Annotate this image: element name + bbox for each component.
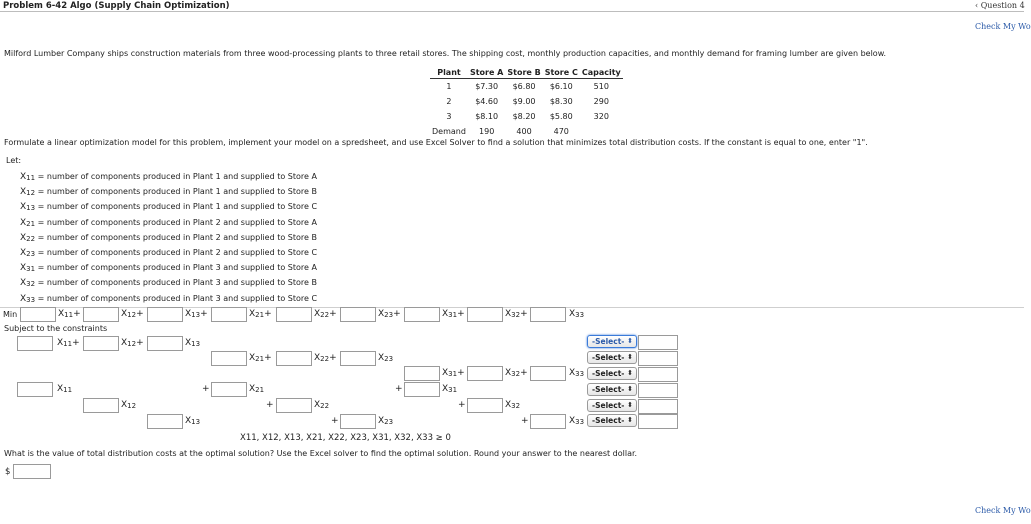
c5-plus: + — [266, 400, 274, 410]
cost-header-cell: Store A — [469, 67, 504, 77]
c6-relation-select[interactable]: -Select- ⬍ — [587, 414, 637, 427]
objective-coef-x13[interactable] — [147, 307, 183, 322]
c1-rhs-input[interactable] — [638, 335, 678, 350]
cost-table-header — [430, 66, 623, 79]
objective-coef-x12[interactable] — [83, 307, 119, 322]
table-cell: 400 — [516, 127, 532, 136]
objective-term-x13: $X_{13}+$ — [185, 309, 208, 319]
c6-term-x13: $X_{13}$ — [185, 416, 201, 426]
cost-header-cell: Store B — [507, 67, 541, 77]
table-cell: $9.00 — [512, 97, 536, 106]
c6-coef-x13[interactable] — [147, 414, 183, 429]
question-nav-link[interactable]: ‹ Question 4 — [975, 1, 1025, 10]
c4-coef-x21[interactable] — [211, 382, 247, 397]
c4-rhs-input[interactable] — [638, 383, 678, 398]
c5-term-x12: $X_{12}$ — [121, 400, 137, 410]
chevron-updown-icon: ⬍ — [627, 369, 633, 377]
c3-coef-x32[interactable] — [467, 366, 503, 381]
table-cell: $8.10 — [475, 112, 499, 121]
chevron-updown-icon: ⬍ — [627, 385, 633, 393]
table-cell: $6.80 — [512, 82, 536, 91]
c3-relation-select[interactable]: -Select- ⬍ — [587, 367, 637, 380]
table-row — [430, 79, 623, 95]
table-cell: 470 — [553, 127, 569, 136]
table-cell: 510 — [593, 82, 609, 91]
table-cell: $8.20 — [512, 112, 536, 121]
c6-coef-x33[interactable] — [530, 414, 566, 429]
objective-coef-x31[interactable] — [404, 307, 440, 322]
min-label: Min — [3, 310, 18, 319]
c5-plus: + — [458, 400, 466, 410]
c5-relation-select[interactable]: -Select- ⬍ — [587, 399, 637, 412]
definition-item: $X_{11}$ = number of components produced in Plant 1 and supplied to Store A — [20, 172, 317, 182]
c2-coef-x22[interactable] — [276, 351, 312, 366]
objective-coef-x21[interactable] — [211, 307, 247, 322]
c1-term-x12: $X_{12}+$ — [121, 338, 144, 348]
dollar-sign: $ — [5, 467, 11, 477]
c2-term-x23: $X_{23}$ — [378, 353, 394, 363]
objective-coef-x33[interactable] — [530, 307, 566, 322]
objective-term-x22: $X_{22}+$ — [314, 309, 337, 319]
subject-to-label: Subject to the constraints — [4, 324, 108, 333]
definition-item: $X_{32}$ = number of components produced in Plant 3 and supplied to Store B — [20, 278, 317, 289]
cost-header-cell: Capacity — [581, 67, 621, 77]
c2-term-x22: $X_{22}+$ — [314, 353, 337, 363]
c1-term-x11: $X_{11}+$ — [57, 338, 80, 348]
check-my-work-top-link[interactable]: Check My Wo — [975, 22, 1031, 31]
variable-definitions — [20, 169, 317, 306]
cost-table — [430, 66, 623, 139]
objective-coef-x23[interactable] — [340, 307, 376, 322]
c1-coef-x13[interactable] — [147, 336, 183, 351]
cost-header-cell: Store C — [544, 67, 578, 77]
c2-coef-x23[interactable] — [340, 351, 376, 366]
table-row — [430, 94, 623, 109]
check-my-work-bottom-link[interactable]: Check My Wo — [975, 506, 1031, 515]
table-cell: Demand — [432, 127, 466, 136]
c3-coef-x31[interactable] — [404, 366, 440, 381]
c4-plus: + — [395, 384, 403, 394]
c4-coef-x11[interactable] — [17, 382, 53, 397]
table-cell: 290 — [593, 97, 609, 106]
definition-item: $X_{13}$ = number of components produced in Plant 1 and supplied to Store C — [20, 202, 318, 213]
c4-term-x11: $X_{11}$ — [57, 384, 73, 394]
header-divider — [0, 11, 1024, 12]
table-cell: 2 — [446, 97, 452, 106]
c5-rhs-input[interactable] — [638, 399, 678, 414]
c1-coef-x11[interactable] — [17, 336, 53, 351]
c3-term-x31: $X_{31}+$ — [442, 368, 465, 378]
c6-coef-x23[interactable] — [340, 414, 376, 429]
chevron-updown-icon: ⬍ — [627, 353, 633, 361]
c4-relation-select[interactable]: -Select- ⬍ — [587, 383, 637, 396]
c3-term-x32: $X_{32}+$ — [505, 368, 528, 378]
table-cell: $6.10 — [549, 82, 573, 91]
c1-coef-x12[interactable] — [83, 336, 119, 351]
c6-plus: + — [521, 416, 529, 426]
table-cell: $4.60 — [475, 97, 499, 106]
objective-term-x23: $X_{23}+$ — [378, 309, 401, 319]
c6-rhs-input[interactable] — [638, 414, 678, 429]
c4-term-x21: $X_{21}$ — [249, 384, 265, 394]
formulate-instructions: Formulate a linear optimization model for this problem, implement your model on a spredsheet, and use Excel Solver to find a solution that minimizes total distribution costs. If the constant is equal to one, enter "1". — [4, 138, 868, 147]
definition-item: $X_{23}$ = number of components produced in Plant 2 and supplied to Store C — [20, 247, 318, 258]
objective-coef-x22[interactable] — [276, 307, 312, 322]
c2-coef-x21[interactable] — [211, 351, 247, 366]
objective-term-x32: $X_{32}+$ — [505, 309, 528, 319]
c5-coef-x22[interactable] — [276, 398, 312, 413]
c5-term-x22: $X_{22}$ — [314, 400, 330, 410]
table-cell: 190 — [479, 127, 495, 136]
c2-relation-select[interactable]: -Select- ⬍ — [587, 351, 637, 364]
cost-header-cell: Plant — [430, 66, 468, 79]
chevron-updown-icon: ⬍ — [627, 401, 633, 409]
c5-coef-x12[interactable] — [83, 398, 119, 413]
objective-term-x12: $X_{12}+$ — [121, 309, 144, 319]
definition-item: $X_{21}$ = number of components produced in Plant 2 and supplied to Store A — [20, 217, 317, 228]
c6-term-x33: $X_{33}$ — [569, 416, 585, 426]
definition-item: $X_{31}$ = number of components produced in Plant 3 and supplied to Store A — [20, 263, 317, 274]
table-cell: 320 — [593, 112, 609, 121]
objective-term-x21: $X_{21}+$ — [249, 309, 272, 319]
c1-term-x13: $X_{13}$ — [185, 338, 201, 348]
let-label: Let: — [6, 156, 22, 165]
c5-term-x32: $X_{32}$ — [505, 400, 521, 410]
c4-term-x31: $X_{31}$ — [442, 384, 458, 394]
c6-plus: + — [331, 416, 339, 426]
objective-term-x31: $X_{31}+$ — [442, 309, 465, 319]
c2-term-x21: $X_{21}+$ — [249, 353, 272, 363]
c4-coef-x31[interactable] — [404, 382, 440, 397]
objective-coef-x32[interactable] — [467, 307, 503, 322]
table-cell: 1 — [446, 82, 452, 91]
problem-intro: Milford Lumber Company ships construction materials from three wood-processing plants to three retail stores. The shipping cost, monthly production capacities, and monthly demand for framing lumber are given below. — [4, 49, 887, 58]
objective-term-x33: $X_{33}$ — [569, 309, 585, 319]
c2-rhs-input[interactable] — [638, 351, 678, 366]
table-cell: $8.30 — [549, 97, 573, 106]
c3-rhs-input[interactable] — [638, 367, 678, 382]
problem-title: Problem 6-42 Algo (Supply Chain Optimization) — [3, 1, 230, 11]
demand-row — [430, 124, 623, 139]
chevron-updown-icon: ⬍ — [627, 337, 633, 345]
c6-term-x23: $X_{23}$ — [378, 416, 394, 426]
c3-coef-x33[interactable] — [530, 366, 566, 381]
table-cell: $5.80 — [549, 112, 573, 121]
c4-plus: + — [202, 384, 210, 394]
c3-term-x33: $X_{33}$ — [569, 368, 585, 378]
chevron-updown-icon: ⬍ — [627, 416, 633, 424]
definition-item: $X_{33}$ = number of components produced in Plant 3 and supplied to Store C — [20, 293, 318, 304]
total-cost-answer-input[interactable] — [13, 464, 51, 479]
final-question: What is the value of total distribution costs at the optimal solution? Use the Excel solver to find the optimal solution. Round your answer to the nearest dollar. — [4, 449, 638, 458]
definition-item: $X_{12}$ = number of components produced in Plant 1 and supplied to Store B — [20, 187, 317, 198]
objective-coef-x11[interactable] — [20, 307, 56, 322]
definition-item: $X_{22}$ = number of components produced in Plant 2 and supplied to Store B — [20, 232, 317, 243]
table-cell — [580, 124, 623, 139]
c1-relation-select[interactable]: -Select- ⬍ — [587, 335, 637, 348]
table-cell: $7.30 — [475, 82, 499, 91]
nonnegativity-constraint: X11, X12, X13, X21, X22, X23, X31, X32, X33 ≥ 0 — [240, 433, 451, 443]
table-cell: 3 — [446, 112, 452, 121]
objective-term-x11: $X_{11}+$ — [58, 309, 81, 319]
table-row — [430, 109, 623, 124]
c5-coef-x32[interactable] — [467, 398, 503, 413]
